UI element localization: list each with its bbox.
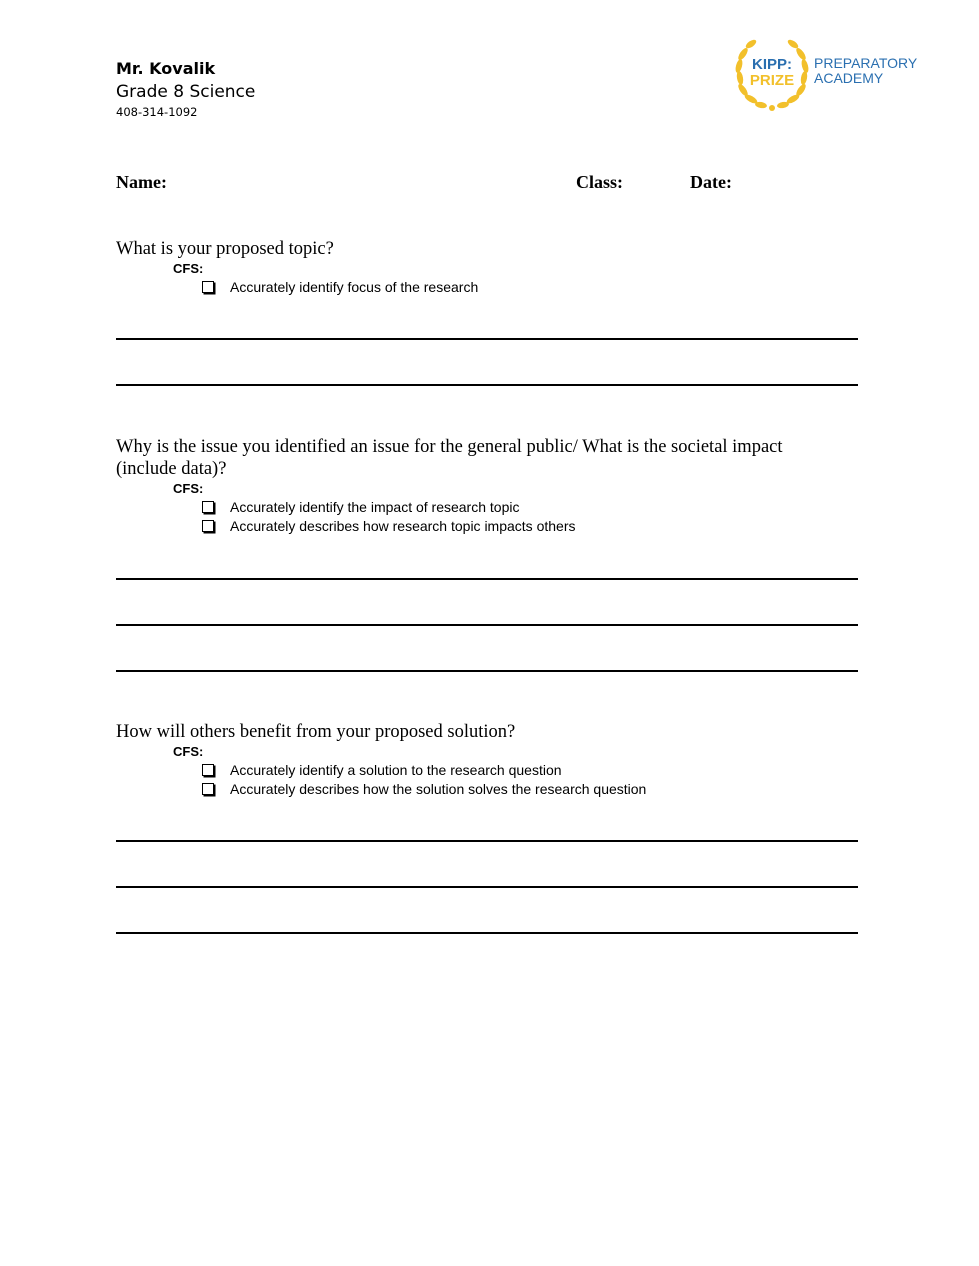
logo-text-line2: ACADEMY [814,70,884,86]
checkbox-icon[interactable] [202,501,214,513]
teacher-subject: Grade 8 Science [116,82,256,102]
question-3: How will others benefit from your proposed solution? [116,722,516,742]
school-logo [730,34,920,112]
cfs-label-2: CFS: [173,481,204,496]
teacher-info [116,58,255,120]
answer-line[interactable] [116,670,858,672]
criterion-3-1 [202,761,562,779]
teacher-phone: 408-314-1092 [116,105,198,119]
cfs-label-1: CFS: [173,261,204,276]
criterion-text: Accurately identify focus of the research [230,279,479,295]
laurel-wreath-icon [730,34,814,112]
criterion-text: Accurately describes how research topic impacts others [230,518,576,534]
answer-line[interactable] [116,886,858,888]
criterion-1-1 [202,278,478,296]
criterion-text: Accurately describes how the solution solves the research question [230,781,647,797]
criterion-3-2 [202,780,646,798]
criterion-2-1 [202,498,519,516]
criterion-text: Accurately identify a solution to the research question [230,762,562,778]
question-2: Why is the issue you identified an issue for the general public/ What is the societal impact (include data)? [116,437,783,479]
criterion-text: Accurately identify the impact of research topic [230,499,520,515]
answer-line[interactable] [116,578,858,580]
answer-line[interactable] [116,338,858,340]
answer-line[interactable] [116,932,858,934]
criterion-2-2 [202,517,575,535]
logo-text [814,56,917,86]
checkbox-icon[interactable] [202,783,214,795]
checkbox-icon[interactable] [202,764,214,776]
checkbox-icon[interactable] [202,281,214,293]
teacher-name: Mr. Kovalik [116,59,216,78]
class-field-label: Class: [576,172,624,192]
cfs-label-3: CFS: [173,744,204,759]
logo-text-line1: PREPARATORY [814,55,918,71]
checkbox-icon[interactable] [202,520,214,532]
answer-line[interactable] [116,624,858,626]
question-1: What is your proposed topic? [116,239,334,259]
answer-line[interactable] [116,384,858,386]
logo-kipp-text: KIPP: [751,56,793,73]
answer-line[interactable] [116,840,858,842]
name-field-label: Name: [116,172,167,192]
date-field-label: Date: [690,172,732,192]
logo-prize-text: PRIZE [749,72,795,89]
